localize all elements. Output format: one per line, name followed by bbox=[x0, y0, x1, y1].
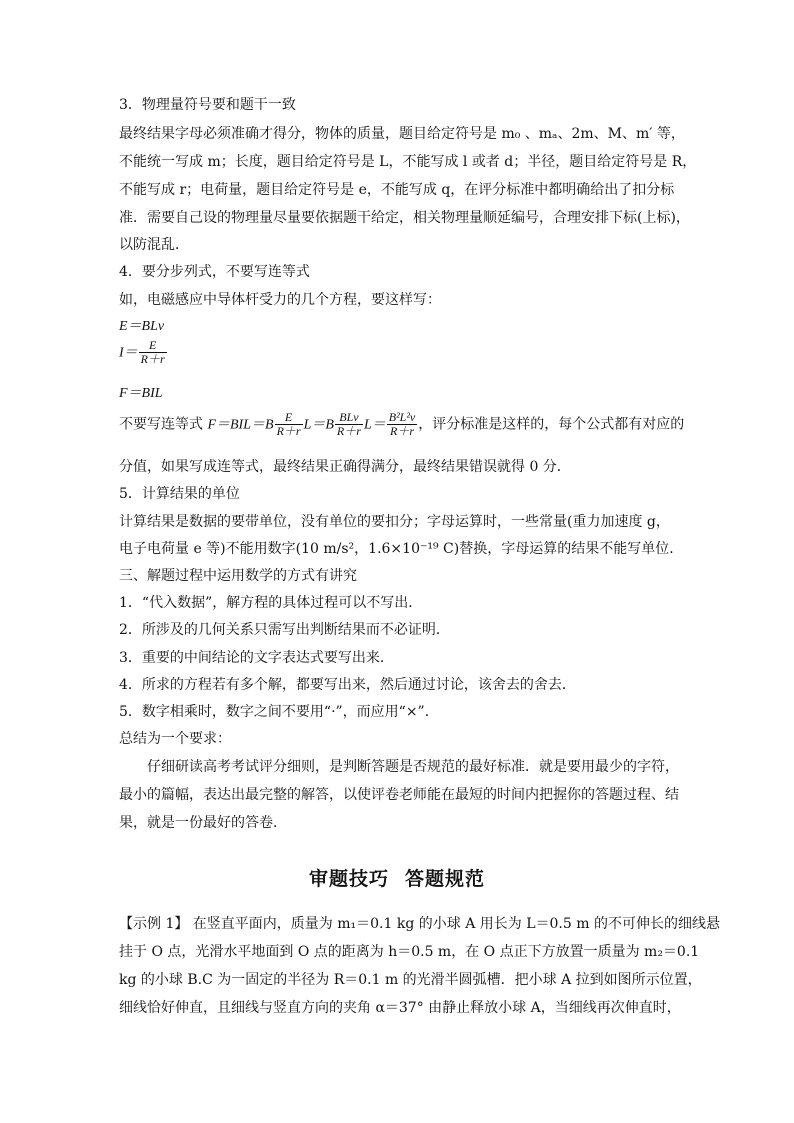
example-line: 细线恰好伸直，且细线与竖直方向的夹角 α＝37° 由静止释放小球 A，当细线再次伸直时， bbox=[119, 1000, 681, 1016]
paragraph-line: 最终结果字母必须准确才得分，物体的质量，题目给定符号是 m₀ 、mₐ、2m、M、m′ 等， bbox=[119, 126, 685, 142]
list-item: 5．数字相乘时，数字之间不要用“·”，而应用“×”． bbox=[119, 704, 439, 720]
fraction-numerator: B²L²v bbox=[388, 410, 416, 424]
paragraph-line: 最小的篇幅，表达出最完整的解答，以使评卷老师能在最短的时间内把握你的答题过程、结 bbox=[119, 787, 679, 803]
fraction bbox=[335, 411, 363, 438]
section-three-heading: 三、解题过程中运用数学的方式有讲究 bbox=[119, 568, 357, 584]
chain-part: L＝B bbox=[303, 417, 334, 433]
fraction-numerator: E bbox=[275, 411, 303, 425]
paragraph-line: 不能统一写成 m；长度，题目给定符号是 L，不能写成 l 或者 d；半径，题目给定符号是 R， bbox=[119, 154, 697, 170]
paragraph-line: 果，就是一份最好的答卷． bbox=[119, 815, 287, 831]
fraction bbox=[139, 339, 167, 366]
paragraph-line: 以防混乱． bbox=[119, 237, 189, 253]
section-3-heading: 3．物理量符号要和题干一致 bbox=[119, 97, 296, 113]
list-item: 2．所涉及的几何关系只需写出判断结果而不必证明． bbox=[119, 622, 450, 638]
paragraph-line: 不能写成 r；电荷量，题目给定符号是 e，不能写成 q，在评分标准中都明确给出了扣分标 bbox=[119, 182, 675, 198]
example-line: 挂于 O 点，光滑水平地面到 O 点的距离为 h＝0.5 m，在 O 点正下方放置一质量为 m₂＝0.1 bbox=[119, 944, 700, 960]
paragraph-line: 仔细研读高考考试评分细则，是判断答题是否规范的最好标准．就是要用最少的字符， bbox=[147, 759, 679, 775]
title-part: 答题规范 bbox=[405, 868, 486, 890]
paragraph-line: 如，电磁感应中导体杆受力的几个方程，要这样写： bbox=[119, 292, 441, 308]
summary-heading: 总结为一个要求： bbox=[119, 731, 231, 747]
chain-part: L＝ bbox=[363, 417, 386, 433]
fraction-denominator: R＋r bbox=[336, 424, 361, 438]
paragraph-line: 计算结果是数据的要带单位，没有单位的要扣分；字母运算时，一些常量(重力加速度 g， bbox=[119, 514, 670, 530]
paragraph-line: 准．需要自己设的物理量尽量要依据题干给定，相关物理量顺延编号，合理安排下标(上标)， bbox=[119, 210, 690, 226]
fraction-denominator: R＋r bbox=[276, 424, 301, 438]
section-title bbox=[0, 864, 794, 891]
equation-force: F＝BIL bbox=[119, 386, 163, 401]
title-part: 审题技巧 bbox=[308, 868, 389, 890]
fraction-numerator: E bbox=[139, 339, 167, 353]
chain-equation-line bbox=[119, 411, 684, 438]
equation-lhs: I＝ bbox=[119, 345, 138, 361]
fraction bbox=[275, 411, 303, 438]
list-item: 4．所求的方程若有多个解，都要写出来，然后通过讨论，该舍去的舍去． bbox=[119, 677, 576, 693]
paragraph-line: 电子电荷量 e 等)不能用数字(10 m/s²，1.6×10⁻¹⁹ C)替换，字母运算的结果不能写单位． bbox=[119, 541, 684, 557]
list-item: 3．重要的中间结论的文字表达式要写出来． bbox=[119, 650, 394, 666]
list-item: 1．“代入数据”，解方程的具体过程可以不写出． bbox=[119, 595, 423, 611]
section-5-heading: 5．计算结果的单位 bbox=[119, 486, 240, 502]
paragraph-line: 分值，如果写成连等式，最终结果正确得满分，最终结果错误就得 0 分． bbox=[119, 459, 571, 475]
fraction-numerator: BLv bbox=[335, 411, 363, 425]
fraction bbox=[387, 411, 418, 438]
equation-current bbox=[119, 339, 168, 366]
chain-part: F＝BIL＝B bbox=[207, 417, 274, 433]
section-4-heading: 4．要分步列式，不要写连等式 bbox=[119, 264, 310, 280]
example-line: kg 的小球 B.C 为一固定的半径为 R＝0.1 m 的光滑半圆弧槽．把小球 A 拉到如图所示位置， bbox=[119, 972, 702, 988]
chain-suffix: ，评分标准是这样的，每个公式都有对应的 bbox=[418, 416, 685, 433]
equation-emf: E＝BLv bbox=[119, 319, 165, 334]
example-line: 【示例 1】 在竖直平面内，质量为 m₁＝0.1 kg 的小球 A 用长为 L＝0.5 m 的不可伸长的细线悬 bbox=[119, 916, 720, 932]
fraction-denominator: R＋r bbox=[140, 352, 165, 366]
chain-prefix: 不要写连等式 bbox=[119, 416, 208, 433]
fraction-denominator: R＋r bbox=[389, 424, 414, 438]
